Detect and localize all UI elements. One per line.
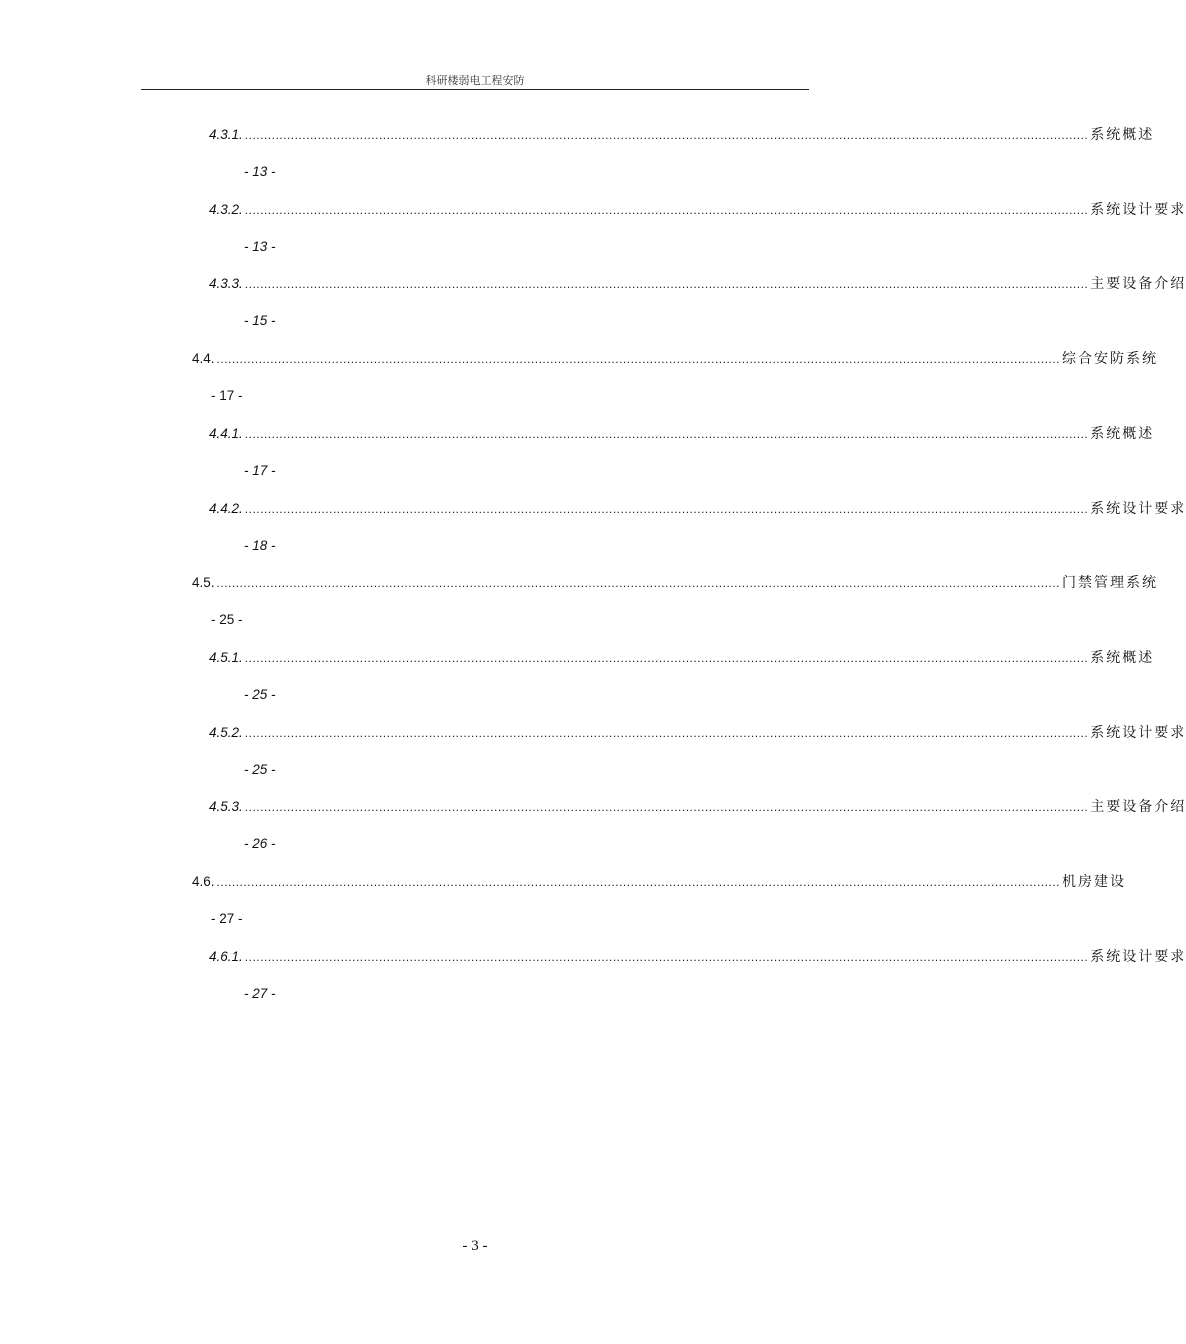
toc-entry-title: 综合安防系统 (1062, 351, 1159, 368)
toc-entry-title: 系统设计要求 (1090, 948, 1186, 965)
toc-entry-page: - 15 - (244, 313, 276, 329)
toc-entry[interactable] (192, 348, 1159, 370)
toc-entry-title: 主要设备介绍 (1090, 276, 1186, 293)
toc-entry-number: 4.6.1. (209, 948, 243, 964)
toc-entry-number: 4.5.3. (209, 799, 243, 815)
toc-entry-page: - 27 - (244, 985, 276, 1001)
toc-dot-leader: ............................................................................................................................................................................................................................ (244, 426, 1089, 441)
toc-entry-title: 机房建设 (1062, 874, 1127, 890)
toc-entry-page: - 17 - (244, 462, 276, 478)
toc-entry[interactable] (209, 199, 1186, 221)
toc-entry-title: 门禁管理系统 (1062, 575, 1159, 592)
toc-dot-leader: ............................................................................................................................................................................................................................ (244, 949, 1089, 964)
toc-entry-number: 4.5.2. (209, 724, 243, 740)
toc-entry-page: - 17 - (211, 388, 243, 404)
toc-entry-number: 4.3.1. (209, 127, 243, 142)
toc-entry-title: 主要设备介绍 (1090, 799, 1186, 816)
toc-entry[interactable] (209, 946, 1186, 968)
toc-entry-number: 4.5.1. (209, 649, 243, 665)
toc-entry-number: 4.4.1. (209, 425, 243, 441)
toc-entry-number: 4.4.2. (209, 500, 243, 516)
page-header-title: 科研楼弱电工程安防 (425, 74, 525, 87)
toc-dot-leader: ............................................................................................................................................................................................................................ (216, 576, 1061, 591)
toc-entry[interactable] (209, 647, 1155, 669)
toc-entry-title: 系统概述 (1090, 127, 1155, 143)
toc-entry-page: - 27 - (211, 911, 243, 926)
toc-entry[interactable] (209, 796, 1186, 818)
toc-entry-page: - 25 - (211, 612, 243, 628)
toc-entry[interactable] (192, 572, 1159, 594)
toc-entry-page: - 26 - (244, 836, 276, 852)
toc-dot-leader: ............................................................................................................................................................................................................................ (216, 875, 1061, 889)
page-number: - 3 - (462, 1238, 488, 1254)
toc-entry-title: 系统概述 (1090, 425, 1155, 442)
toc-dot-leader: ............................................................................................................................................................................................................................ (244, 202, 1089, 217)
toc-entry-page: - 13 - (244, 164, 276, 179)
toc-dot-leader: ............................................................................................................................................................................................................................ (244, 800, 1089, 815)
toc-entry-number: 4.6. (192, 874, 215, 889)
toc-entry-number: 4.4. (192, 351, 215, 367)
toc-entry-title: 系统设计要求 (1090, 724, 1186, 741)
toc-entry-title: 系统概述 (1090, 649, 1155, 666)
toc-entry-page: - 18 - (244, 537, 276, 553)
toc-entry-page: - 25 - (244, 686, 276, 702)
toc-entry[interactable] (209, 498, 1186, 520)
toc-entry[interactable] (209, 423, 1155, 445)
toc-entry[interactable] (209, 722, 1186, 744)
toc-entry-number: 4.3.2. (209, 201, 243, 217)
toc-entry[interactable] (209, 273, 1186, 295)
toc-dot-leader: ............................................................................................................................................................................................................................ (216, 352, 1061, 367)
toc-dot-leader: ............................................................................................................................................................................................................................ (244, 277, 1089, 292)
toc-entry-page: - 13 - (244, 238, 276, 254)
toc-dot-leader: ............................................................................................................................................................................................................................ (244, 501, 1089, 516)
toc-entry-title: 系统设计要求 (1090, 201, 1186, 218)
toc-entry-number: 4.3.3. (209, 276, 243, 292)
toc-entry-title: 系统设计要求 (1090, 500, 1186, 517)
toc-dot-leader: ............................................................................................................................................................................................................................ (244, 650, 1089, 665)
toc-entry[interactable] (192, 871, 1127, 893)
header-divider (141, 89, 809, 90)
toc-dot-leader: ............................................................................................................................................................................................................................ (244, 725, 1089, 740)
toc-entry-page: - 25 - (244, 761, 276, 777)
toc-entry-number: 4.5. (192, 575, 215, 591)
toc-dot-leader: ............................................................................................................................................................................................................................ (244, 128, 1089, 142)
toc-entry[interactable] (209, 124, 1155, 146)
